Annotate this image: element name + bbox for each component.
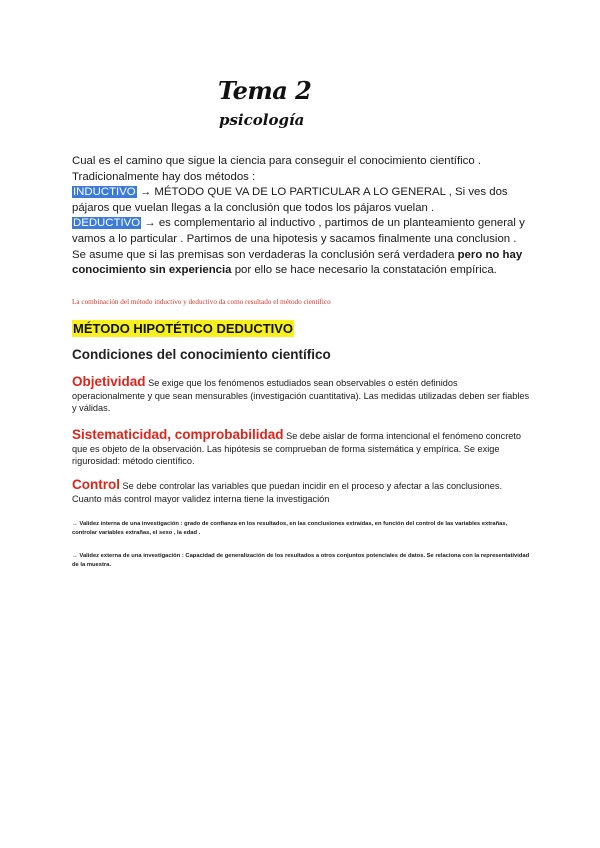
condition-keyword: Control [72,477,120,492]
scientific-method-note: La combinación del método inductivo y deductivo da como resultado el método científico [72,298,331,306]
inductivo-label: INDUCTIVO [73,186,136,199]
intro-line-1: Cual es el camino que sigue la ciencia para conseguir el conocimiento científico . [72,155,482,167]
condition-sistematicidad [72,429,532,468]
condition-text: Se exige que los fenómenos estudiados sean observables o estén definidos operacionalmente y que sean mensurables (investigación cuantitativa). Las medidas utilizadas deben ser fiables y válidas. [72,378,530,414]
deductivo-text: → es complementario al inductivo , partimos de un planteamiento general y vamos a lo particular . Partimos de una hipotesis y sacamos finalmente una conclusion . Se asume que si las premisas son verdaderas la conclusión será verdadera [72,217,525,261]
condition-text: Se debe controlar las variables que puedan incidir en el proceso y afectar a las conclusiones. Cuanto más control mayor validez interna tiene la investigación [72,481,503,504]
condition-text: Se debe aislar de forma intencional el fenómeno concreto que es objeto de la observación. Las hipótesis se comprueban de forma sistemática y empírica. Se exige rigurosidad: método científico. [72,431,522,467]
document-subtitle: psicología [219,111,305,129]
deductivo-label: DEDUCTIVO [73,217,141,230]
deductivo-end: por ello se hace necesario la constatación empírica. [231,264,497,277]
footnote-validez-externa: → Validez externa de una investigación : Capacidad de generalización de los resultados a otros conjuntos potenciales de datos. Se relaciona con la representatividad de la muestra. [72,553,530,569]
condition-keyword: Sistematicidad, comprobabilidad [72,427,284,442]
condition-keyword: Objetividad [72,374,146,389]
intro-paragraph [72,154,532,279]
conditions-heading: Condiciones del conocimiento científico [72,347,331,362]
method-heading: MÉTODO HIPOTÉTICO DEDUCTIVO [73,321,294,336]
inductivo-text: → MÉTODO QUE VA DE LO PARTICULAR A LO GENERAL , Si ves dos pájaros que vuelan llegas a la conclusión que todos los pájaros vuelan . [72,186,508,214]
footnote-validez-interna: → Validez interna de una investigación : grado de confianza en los resultados, en las conclusiones extraídas, en función del control de las variables extrañas, controlar variables extrañas, el sexo , la edad . [72,521,508,537]
deductivo-bold: pero no hay conocimiento sin experiencia [72,248,523,277]
document-title: Tema 2 [218,76,312,105]
condition-objetividad [72,376,532,415]
inductivo-definition [72,185,532,216]
condition-control [72,479,532,505]
intro-line-2: Tradicionalmente hay dos métodos : [72,170,256,183]
deductivo-definition [72,216,532,278]
